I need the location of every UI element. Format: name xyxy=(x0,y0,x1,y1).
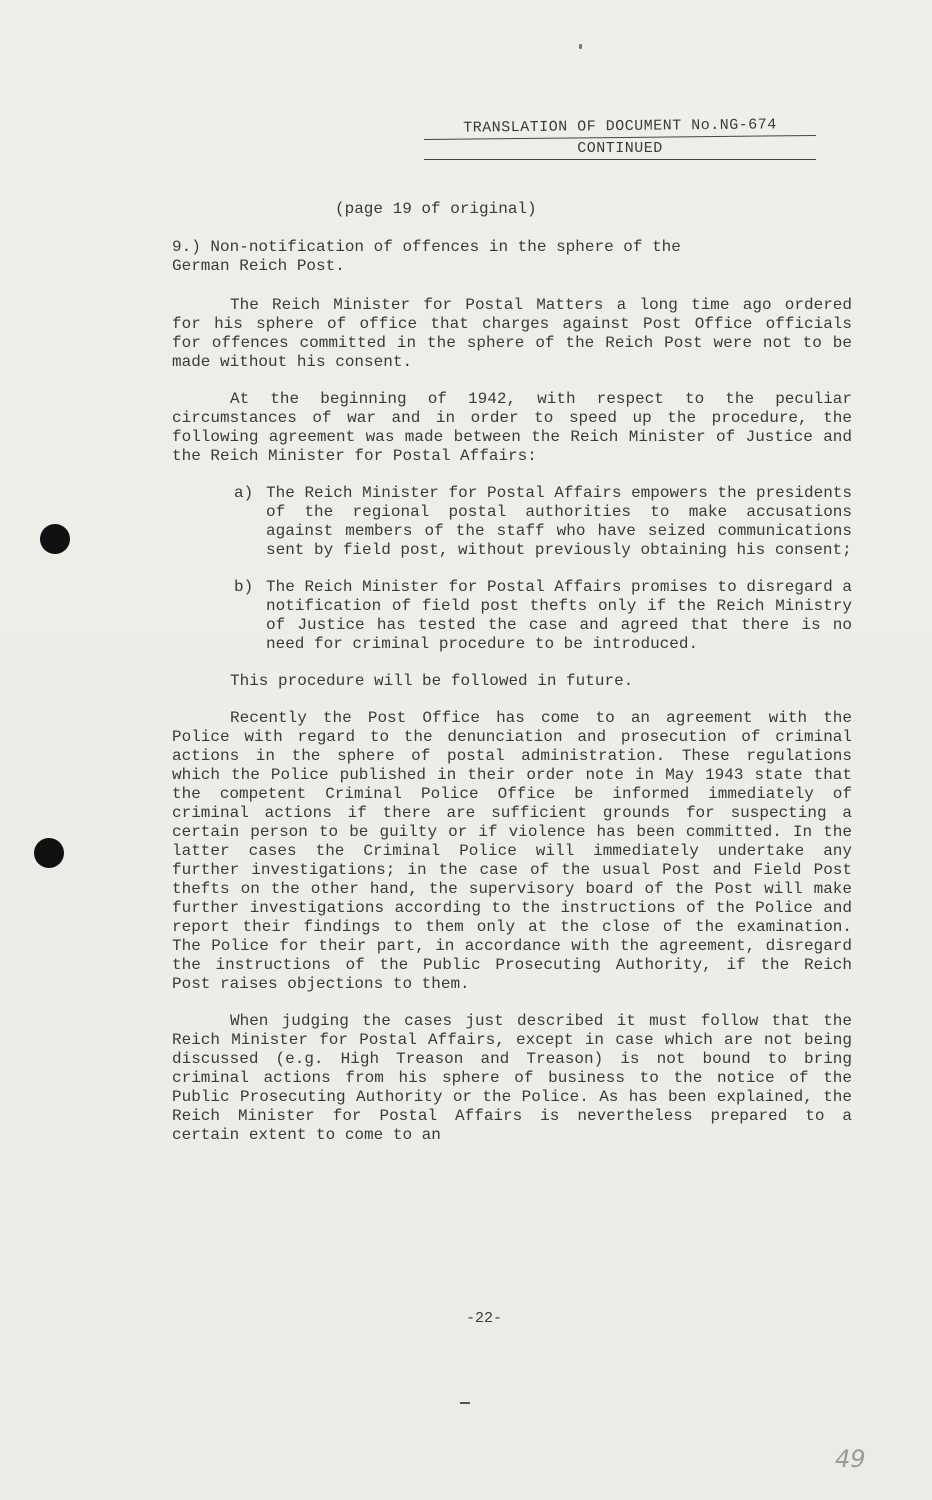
paragraph: At the beginning of 1942, with respect to the peculiar circumstances of war and in order to speed up the procedure, the following agreement was made between the Reich Minister of Justice and the Reich Minister for Postal Affairs: xyxy=(172,390,852,465)
archive-stamp-number: 49 xyxy=(835,1445,866,1473)
agreement-item-b xyxy=(234,578,852,654)
original-page-reference: (page 19 of original) xyxy=(335,200,537,218)
section-heading: 9.) Non-notification of offences in the sphere of the German Reich Post. xyxy=(172,238,681,275)
paragraph: This procedure will be followed in future. xyxy=(230,672,634,690)
agreement-item-a xyxy=(234,484,852,560)
header-title: TRANSLATION OF DOCUMENT No.NG-674 xyxy=(424,116,816,140)
bottom-dash xyxy=(460,1402,470,1404)
document-header xyxy=(424,118,816,160)
paragraph: Recently the Post Office has come to an agreement with the Police with regard to the denunciation and prosecution of criminal actions in the sphere of postal administration. These regulations which the Police published in their order note in May 1943 state that the competent Criminal Police Office be informed immediately of criminal actions if there are sufficient grounds for suspecting a certain person to be guilty or if violence has been committed. In the latter cases the Criminal Police will immediately undertake any further investigations; in the case of the usual Post and Field Post thefts on the other hand, the supervisory board of the Post will make further investigations according to the instructions of the Police and report their findings to them only at the close of the examination. The Police for their part, in accordance with the agreement, disregard the instructions of the Public Prosecuting Authority, if the Reich Post raises objections to them. xyxy=(172,709,852,993)
item-text: The Reich Minister for Postal Affairs empowers the presidents of the regional postal authorities to make accusations against members of the staff who have seized communications sent by field post, without previously obtaining his consent; xyxy=(266,484,852,559)
paragraph: The Reich Minister for Postal Matters a long time ago ordered for his sphere of office that charges against Post Office officials for offences committed in the sphere of the Reich Post were not to be made without his consent. xyxy=(172,296,852,371)
punch-hole-bottom xyxy=(34,838,64,868)
item-text: The Reich Minister for Postal Affairs promises to disregard a notification of field post thefts only if the Reich Ministry of Justice has tested the case and agreed that there is no need for criminal procedure to be introduced. xyxy=(266,578,852,653)
page-number: -22- xyxy=(466,1310,503,1327)
paragraph: When judging the cases just described it must follow that the Reich Minister for Postal Affairs, except in case which are not being discussed (e.g. High Treason and Treason) is not bound to bring criminal actions from his sphere of business to the notice of the Public Prosecuting Authority or the Police. As has been explained, the Reich Minister for Postal Affairs is nevertheless prepared to a certain extent to come to an xyxy=(172,1012,852,1144)
header-continued: CONTINUED xyxy=(424,140,816,160)
item-label: b) xyxy=(234,578,254,596)
item-label: a) xyxy=(234,484,254,502)
punch-hole-top xyxy=(40,524,70,554)
paper-speck xyxy=(579,44,582,49)
document-body xyxy=(172,238,852,1163)
